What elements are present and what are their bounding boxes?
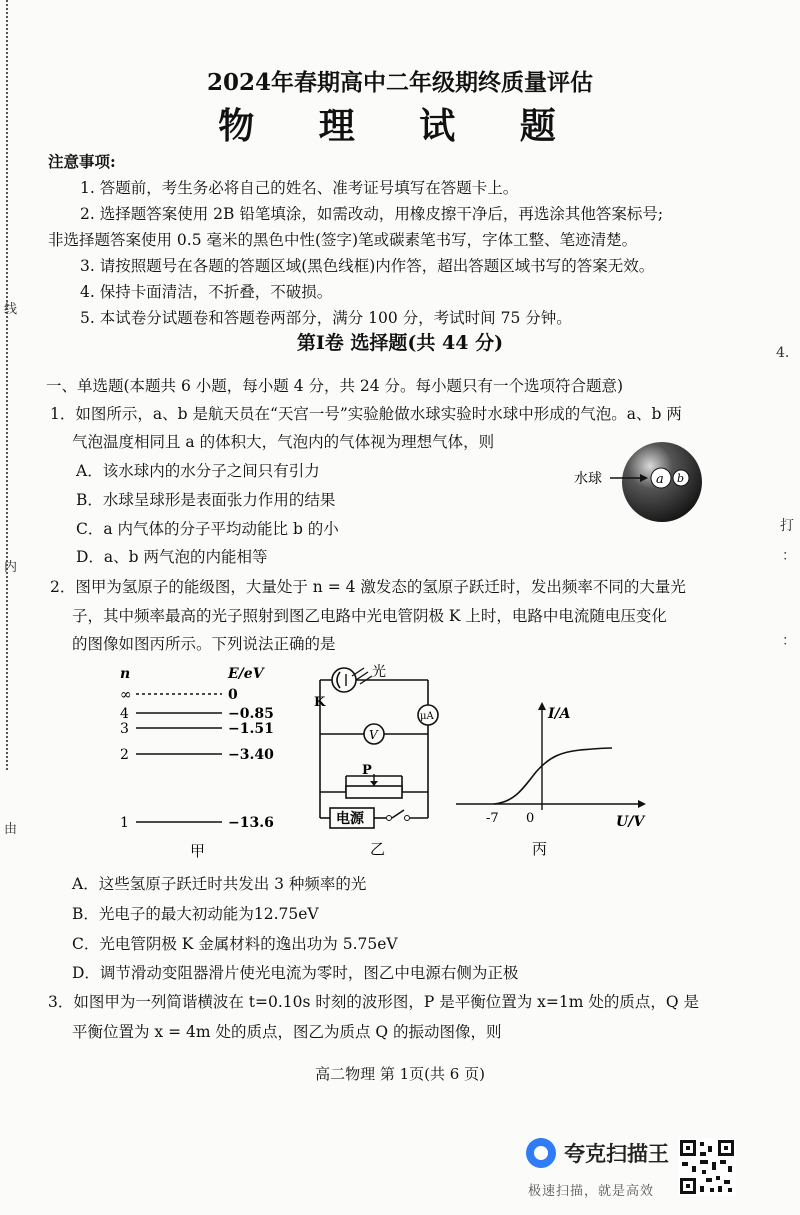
q2-stem: 子，其中频率最高的光子照射到图乙电路中光电管阴极 K 上时，电路中电流随电压变化: [72, 607, 667, 625]
energy-diagram-caption: 甲: [190, 842, 206, 860]
switch-contact: [387, 816, 392, 821]
margin-char: 由: [4, 822, 18, 837]
level-n-label: ∞: [120, 687, 132, 703]
notice-item: 非选择题答案使用 0.5 毫米的黑色中性(签字)笔或碳素笔书写，字体工整、笔迹清楚。: [48, 231, 638, 249]
level-n-label: 1: [120, 815, 129, 831]
scanner-slogan: 极速扫描，就是高效: [528, 1184, 655, 1199]
bubble-a-label: a: [656, 472, 664, 487]
exam-title: 2024年春期高中二年级期终质量评估: [206, 69, 593, 96]
q2-stem: 的图像如图丙所示。下列说法正确的是: [72, 635, 336, 653]
energy-axis-label: E/eV: [228, 666, 264, 682]
q3-stem: 平衡位置为 x = 4m 处的质点，图乙为质点 Q 的振动图像，则: [72, 1023, 502, 1041]
q2-option-a: A．这些氢原子跃迁时共发出 3 种频率的光: [72, 875, 367, 893]
margin-char: 线: [4, 302, 18, 317]
energy-level-diagram: [110, 664, 300, 860]
circuit-caption: 乙: [370, 840, 386, 858]
part-heading: 一、单选题(本题共 6 小题，每小题 4 分，共 24 分。每小题只有一个选项符合题意): [46, 377, 624, 395]
scanner-name: 夸克扫描王: [564, 1142, 669, 1166]
qr-code-icon: [678, 1138, 736, 1196]
rheostat: [346, 786, 402, 798]
q2-option-d: D．调节滑动变阻器滑片使光电流为零时，图乙中电源右侧为正极: [72, 964, 519, 982]
level-energy-label: −1.51: [228, 721, 274, 737]
scanner-watermark: [520, 1132, 790, 1202]
level-n-label: 3: [120, 721, 129, 737]
page-footer: 高二物理 第 1页(共 6 页): [315, 1065, 485, 1083]
water-ball-figure: [570, 440, 710, 526]
notice-item: 3. 请按照题号在各题的答题区域(黑色线框)内作答，超出答题区域书写的答案无效。: [80, 257, 655, 275]
cathode-label: K: [314, 695, 326, 710]
margin-char: 内: [4, 560, 18, 575]
x-axis-arrow-icon: [638, 800, 646, 808]
level-n-label: 2: [120, 747, 129, 763]
q2-option-c: C．光电管阴极 K 金属材料的逸出功为 5.75eV: [72, 935, 398, 953]
notice-heading: 注意事项:: [48, 152, 116, 171]
margin-char-right: ：: [782, 548, 796, 564]
level-energy-label: −0.85: [228, 706, 274, 722]
q2-option-b: B．光电子的最大初动能为12.75eV: [72, 905, 319, 923]
q1-option-d: D．a、b 两气泡的内能相等: [76, 548, 268, 566]
exam-subject: 物 理 试 题: [218, 105, 582, 147]
y-axis-arrow-icon: [538, 702, 546, 710]
level-energy-label: −13.6: [228, 815, 274, 831]
voltmeter-label: V: [369, 728, 378, 742]
y-axis-label: I/A: [548, 706, 571, 722]
level-energy-label: −3.40: [228, 747, 274, 763]
scanner-logo-icon: [526, 1138, 556, 1168]
q1-option-a: A．该水球内的水分子之间只有引力: [76, 462, 320, 480]
q1-option-c: C．a 内气体的分子平均动能比 b 的小: [76, 520, 339, 538]
light-ray-icon: [356, 672, 368, 680]
microammeter-label: μA: [420, 711, 434, 722]
notice-item: 4. 保持卡面清洁，不折叠，不破损。: [80, 283, 333, 301]
section-title: 第Ⅰ卷 选择题(共 44 分): [296, 332, 504, 354]
photoelectric-circuit: [316, 662, 446, 862]
light-label: 光: [372, 664, 386, 680]
n-axis-label: n: [120, 666, 131, 682]
notice-item: 2. 选择题答案使用 2B 铅笔填涂，如需改动，用橡皮擦干净后，再选涂其他答案标号;: [80, 205, 664, 223]
notice-item: 5. 本试卷分试题卷和答题卷两部分，满分 100 分，考试时间 75 分钟。: [80, 309, 572, 327]
margin-char-right: 4.: [776, 345, 790, 361]
q1-stem: 1．如图所示，a、b 是航天员在“天宫一号”实验舱做水球实验时水球中形成的气泡。a、b 两: [50, 405, 682, 423]
slider-label: P: [362, 763, 372, 778]
graph-caption: 丙: [532, 840, 548, 858]
switch-contact: [405, 816, 410, 821]
level-n-label: 4: [120, 706, 129, 722]
bubble-b-label: b: [677, 472, 685, 485]
current-voltage-graph: [452, 694, 652, 862]
margin-char-right: ：: [782, 633, 796, 649]
q1-option-b: B．水球呈球形是表面张力作用的结果: [76, 491, 336, 509]
x-axis-label: U/V: [616, 814, 645, 830]
level-energy-label: 0: [228, 687, 238, 703]
notice-item: 1. 答题前，考生务必将自己的姓名、准考证号填写在答题卡上。: [80, 179, 519, 197]
origin-label: 0: [526, 811, 535, 826]
current-curve: [494, 748, 612, 804]
power-label: 电源: [336, 811, 364, 827]
q3-stem: 3．如图甲为一列简谐横波在 t=0.10s 时刻的波形图，P 是平衡位置为 x=1m 处的质点，Q 是: [48, 993, 700, 1011]
margin-char-right: 打: [780, 518, 794, 534]
q1-stem: 气泡温度相同且 a 的体积大，气泡内的气体视为理想气体，则: [72, 433, 495, 451]
water-ball-label: 水球: [574, 471, 602, 487]
stopping-voltage-label: -7: [486, 811, 499, 826]
q2-stem: 2．图甲为氢原子的能级图，大量处于 n = 4 激发态的氢原子跃迁时，发出频率不同的大量光: [50, 578, 686, 596]
phototube: [332, 668, 356, 692]
switch-blade: [392, 810, 404, 818]
